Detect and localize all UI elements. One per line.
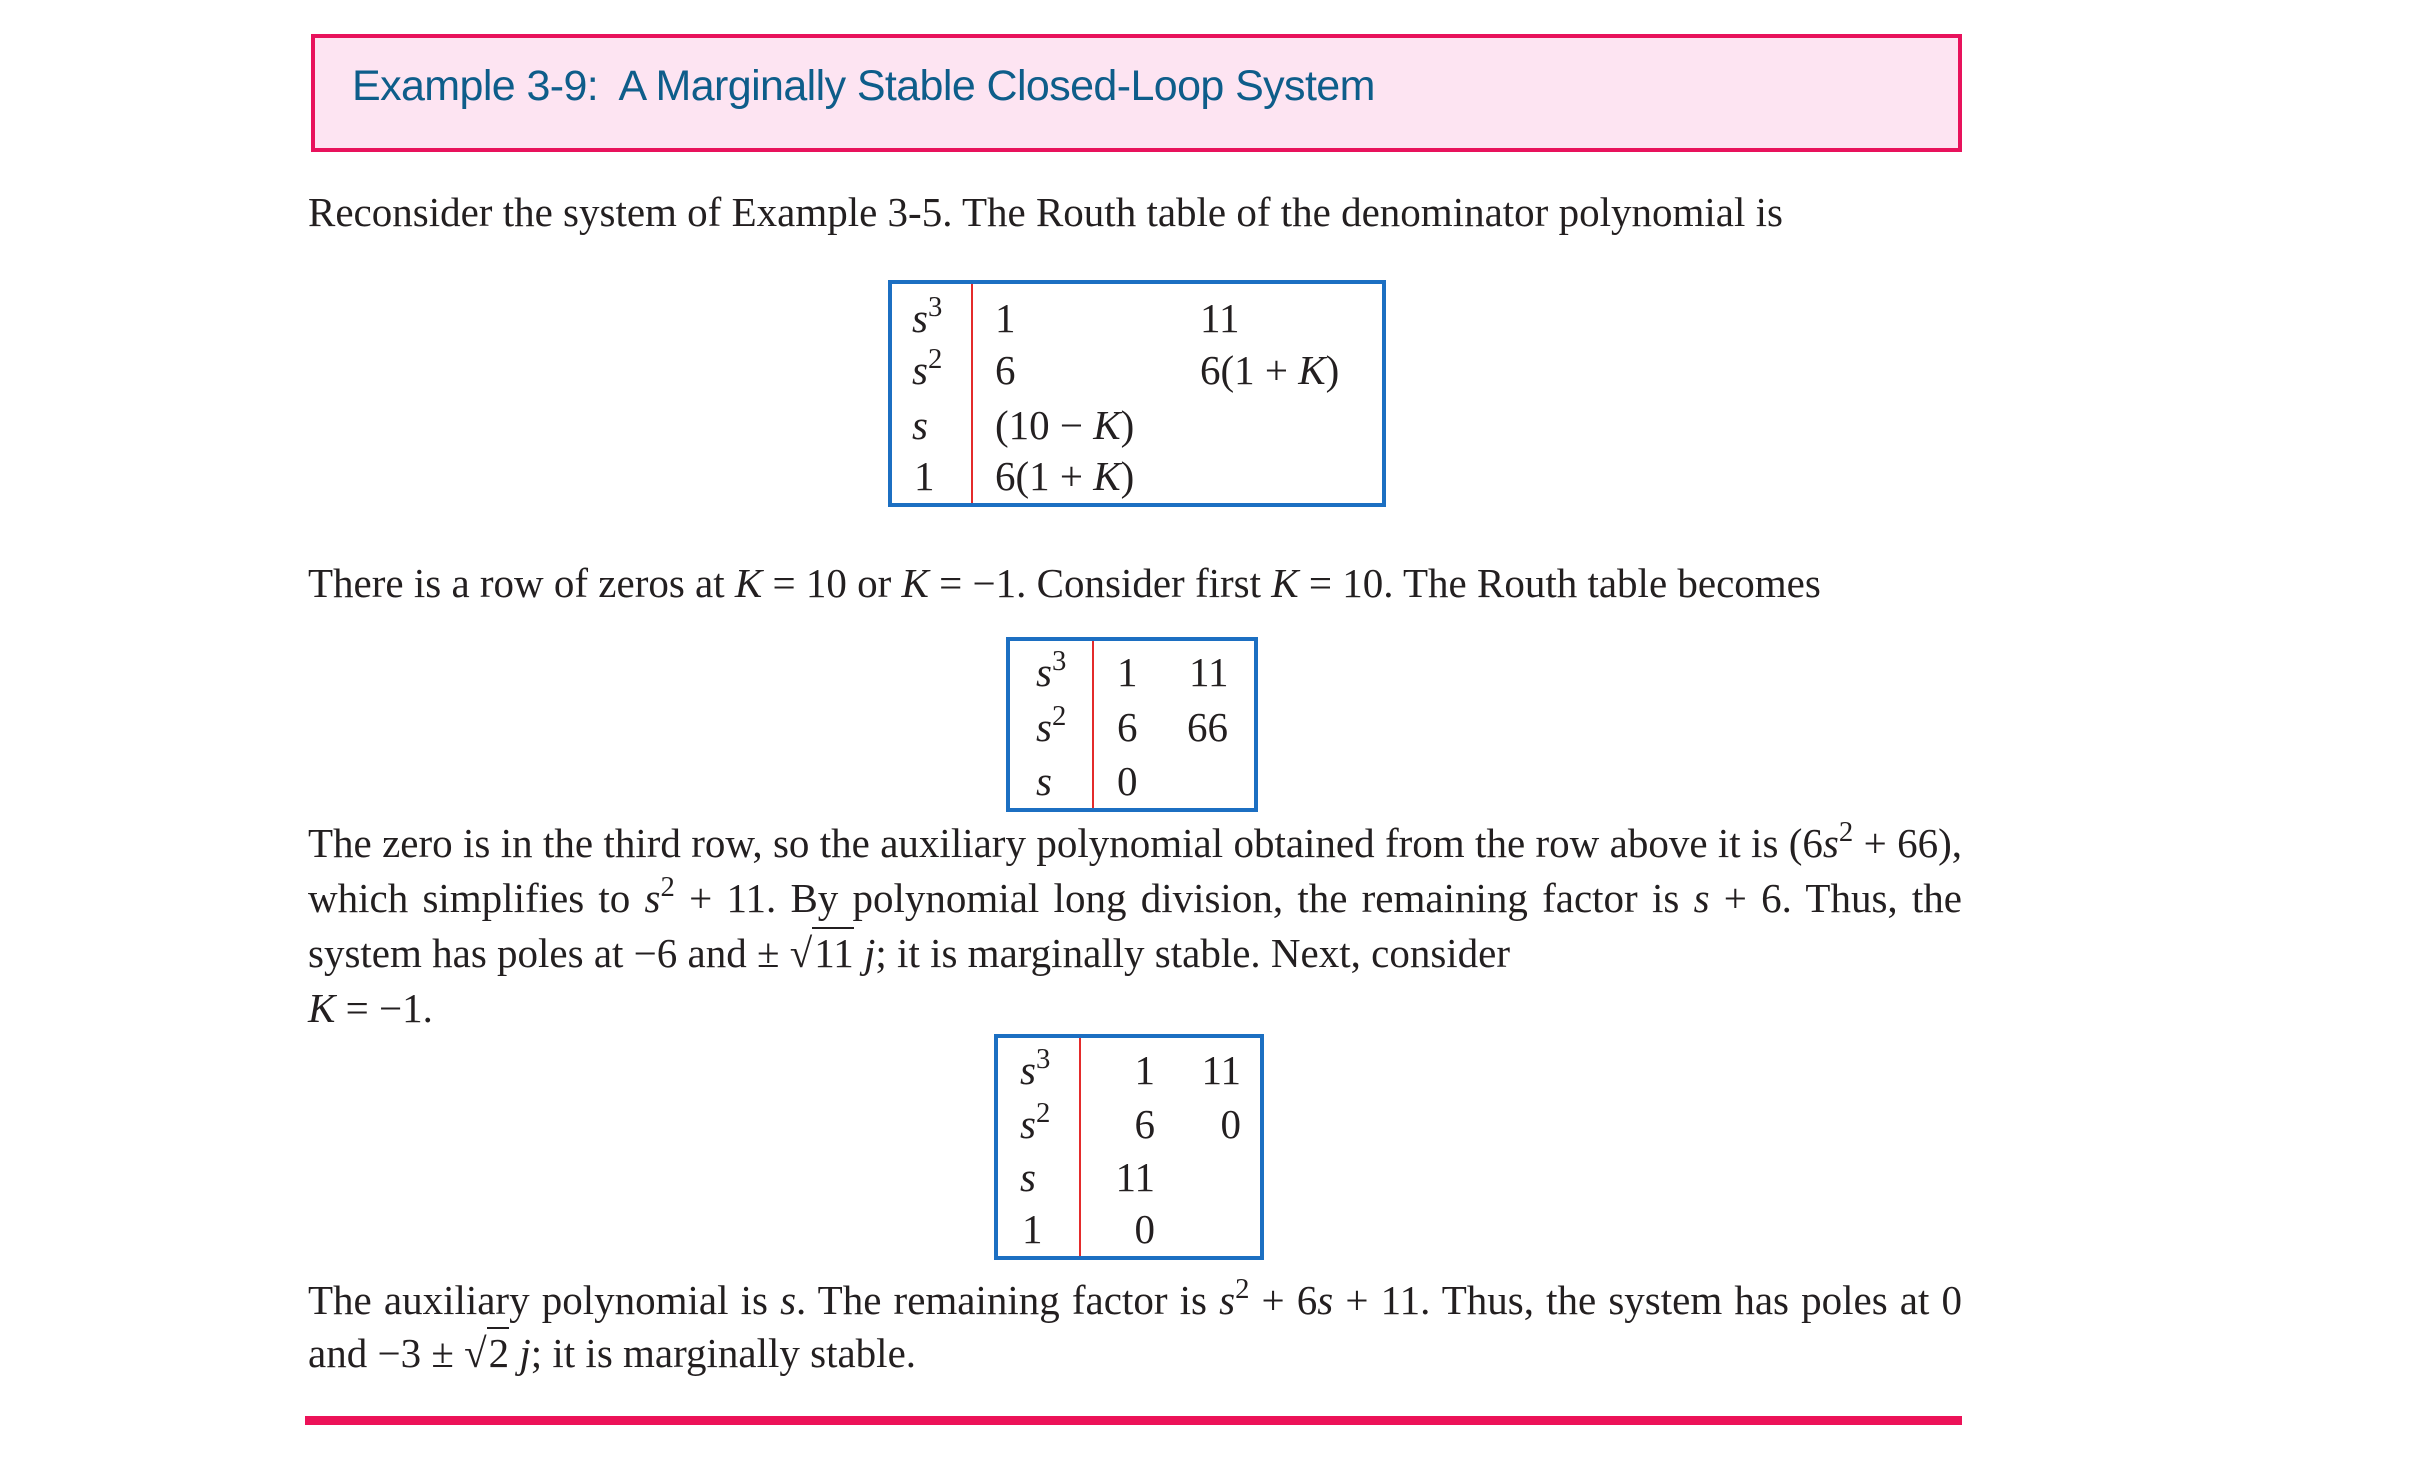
- row-label: $s^2$: [912, 343, 943, 393]
- table-cell: 11: [1201, 1047, 1241, 1093]
- example-title: Example 3-9: A Marginally Stable Closed-Loop System: [352, 62, 1375, 110]
- row-label: 1: [1022, 1206, 1043, 1252]
- table-cell: 0: [1220, 1101, 1241, 1147]
- table-cell: 1: [995, 295, 1016, 341]
- row-label: s: [912, 402, 928, 448]
- zeros-row-paragraph: There is a row of zeros at K = 10 or K = −1. Consider first K = 10. The Routh table becomes: [308, 560, 1821, 606]
- routh-table-general: [888, 280, 1386, 507]
- row-label: $s^3$: [912, 291, 943, 341]
- sqrt-11: √11: [790, 927, 854, 976]
- sqrt-2: √2: [464, 1327, 509, 1376]
- analysis-k10-paragraph: The zero is in the third row, so the auxiliary polynomial obtained from the row above it is $(6s^2 + 66)$, which simplifies to $s^2 + 11$. By polynomial long division, the remaining factor is s + 6. Thus, the system has poles at −6 and ± √11 j; it is marginally stable. Next, consider K = −1.: [308, 816, 1962, 1031]
- table-cell: 66: [1187, 704, 1228, 750]
- table-cell: 0: [1117, 758, 1138, 804]
- table-cell: 6: [995, 347, 1016, 393]
- table-cell: 6(1 + K): [995, 453, 1135, 499]
- table-divider: [1079, 1038, 1081, 1256]
- section-end-rule: [305, 1416, 1962, 1425]
- table-cell: 11: [1189, 649, 1229, 695]
- table-cell: 11: [1200, 295, 1240, 341]
- table-cell: 11: [1115, 1154, 1155, 1200]
- table-cell: 6(1 + K): [1200, 347, 1340, 393]
- routh-table-kneg1: [994, 1034, 1264, 1260]
- table-divider: [971, 284, 973, 503]
- row-label: $s^2$: [1036, 700, 1067, 750]
- row-label: s: [1036, 758, 1052, 804]
- routh-table-k10: [1006, 637, 1258, 812]
- table-divider: [1092, 641, 1094, 808]
- row-label: $s^2$: [1020, 1097, 1051, 1147]
- analysis-kneg1-paragraph: The auxiliary polynomial is s. The remaining factor is $s^2 + 6s + 11$. Thus, the system has poles at 0 and −3 ± √2 j; it is marginally stable.: [308, 1273, 1962, 1376]
- table-cell: 6: [1117, 704, 1138, 750]
- example-header: [311, 34, 1962, 152]
- table-cell: 1: [1117, 649, 1138, 695]
- row-label: $s^3$: [1036, 645, 1067, 695]
- table-cell: 6: [1134, 1101, 1155, 1147]
- row-label: 1: [914, 453, 935, 499]
- table-cell: 1: [1134, 1047, 1155, 1093]
- row-label: s: [1020, 1154, 1036, 1200]
- table-cell: 0: [1134, 1206, 1155, 1252]
- intro-paragraph: Reconsider the system of Example 3-5. The Routh table of the denominator polynomial is: [308, 189, 1783, 235]
- row-label: $s^3$: [1020, 1043, 1051, 1093]
- table-cell: (10 − K): [995, 402, 1135, 448]
